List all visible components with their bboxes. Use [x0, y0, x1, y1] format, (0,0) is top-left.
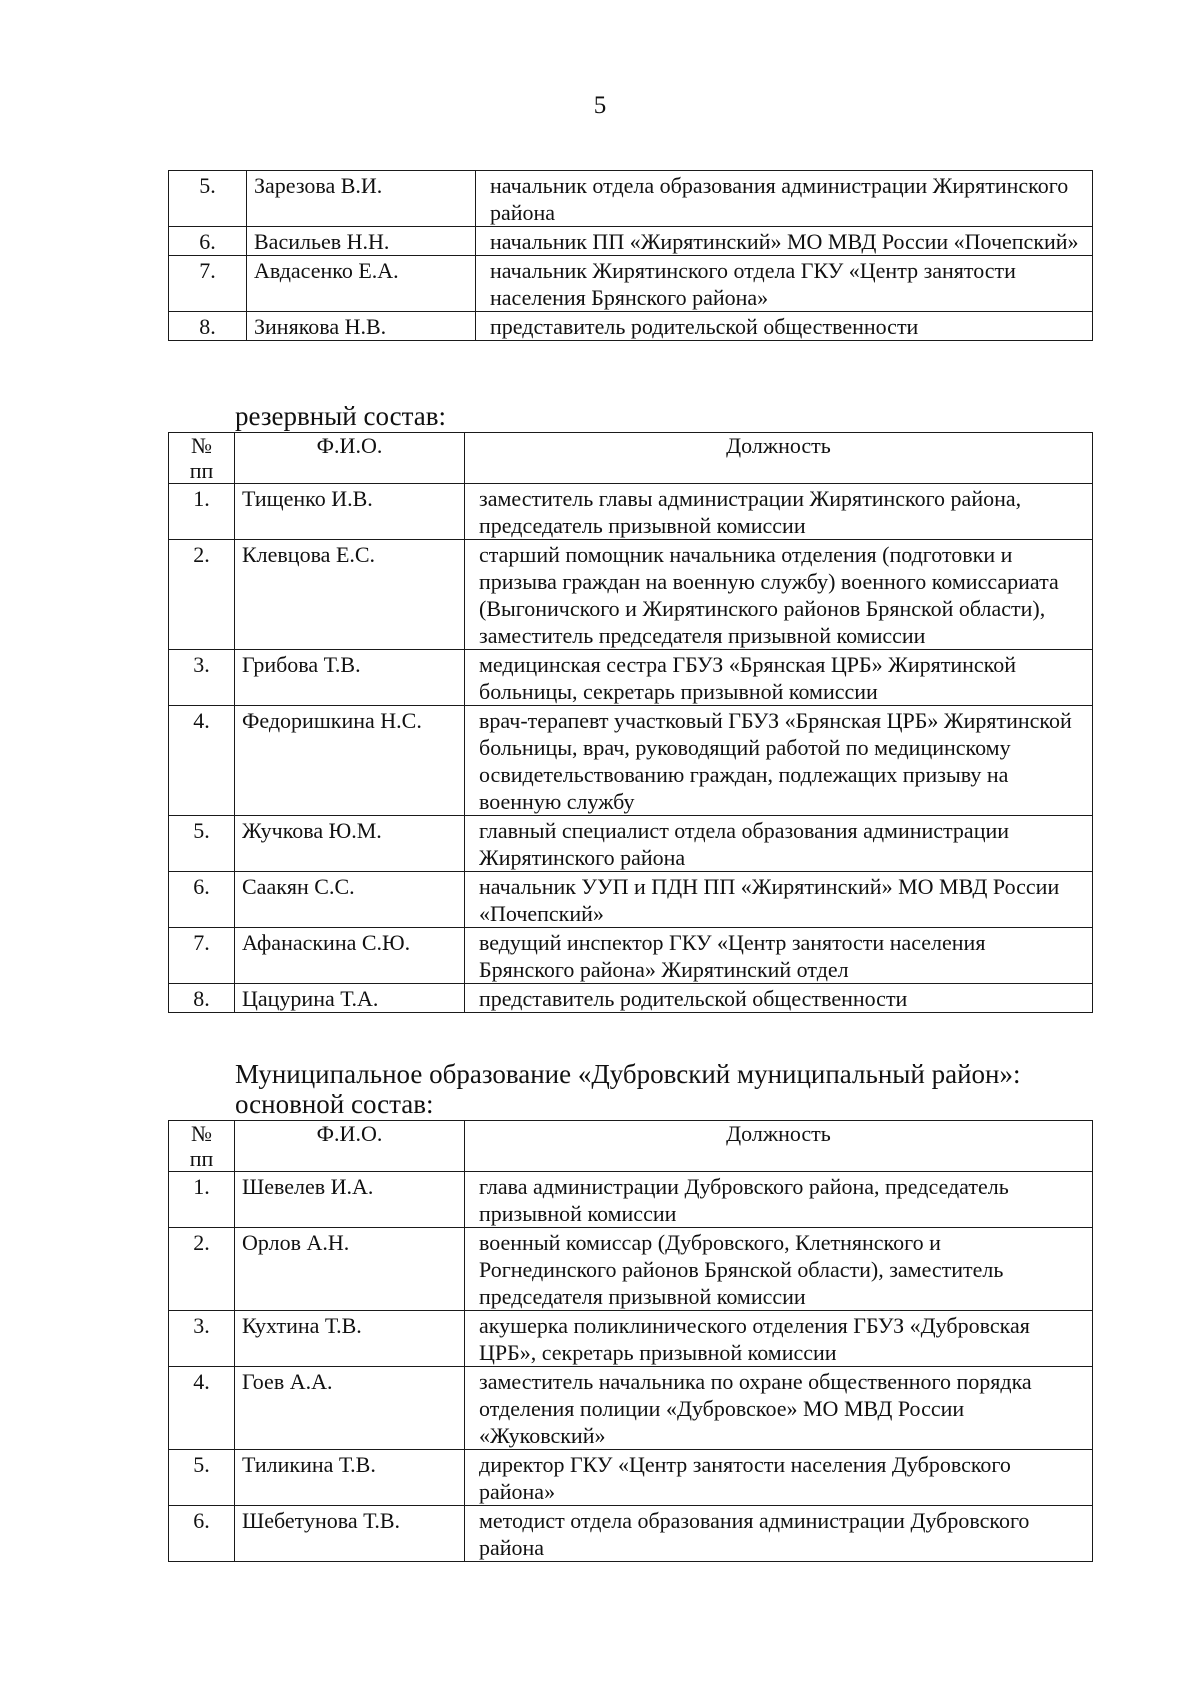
table-row	[169, 706, 1093, 816]
member-name: Тищенко И.В.	[235, 484, 465, 540]
row-number: 8.	[169, 312, 247, 341]
table-row	[169, 1506, 1093, 1562]
table-row	[169, 1450, 1093, 1506]
table-row	[169, 928, 1093, 984]
member-name: Шевелев И.А.	[235, 1172, 465, 1228]
member-name: Зарезова В.И.	[247, 171, 476, 227]
row-number: 5.	[169, 1450, 235, 1506]
member-position: заместитель начальника по охране общественного порядка отделения полиции «Дубровское» МО МВД России «Жуковский»	[465, 1367, 1093, 1450]
member-position: начальник ПП «Жирятинский» МО МВД России «Почепский»	[476, 227, 1093, 256]
member-name: Клевцова Е.С.	[235, 540, 465, 650]
member-position: глава администрации Дубровского района, председатель призывной комиссии	[465, 1172, 1093, 1228]
reserve-table-block	[168, 432, 1092, 1013]
reserve-heading: резервный состав:	[235, 401, 447, 431]
table-row	[169, 484, 1093, 540]
row-number: 6.	[169, 227, 247, 256]
member-position: старший помощник начальника отделения (подготовки и призыва граждан на военную службу) военного комиссариата (Выгоничского и Жирятинского районов Брянской области), заместитель председателя призывной комиссии	[465, 540, 1093, 650]
member-position: представитель родительской общественности	[476, 312, 1093, 341]
row-number: 3.	[169, 650, 235, 706]
member-name: Тиликина Т.В.	[235, 1450, 465, 1506]
table-row	[169, 1311, 1093, 1367]
main-members-table	[168, 1120, 1093, 1562]
member-position: медицинская сестра ГБУЗ «Брянская ЦРБ» Жирятинской больницы, секретарь призывной комиссии	[465, 650, 1093, 706]
row-number: 7.	[169, 928, 235, 984]
member-name: Васильев Н.Н.	[247, 227, 476, 256]
municipality-heading: Муниципальное образование «Дубровский муниципальный район»:	[235, 1059, 1021, 1089]
member-name: Саакян С.С.	[235, 872, 465, 928]
member-position: представитель родительской общественности	[465, 984, 1093, 1013]
table-row	[169, 227, 1093, 256]
table-continuation-block	[168, 170, 1092, 341]
row-number: 5.	[169, 816, 235, 872]
member-name: Жучкова Ю.М.	[235, 816, 465, 872]
row-number: 5.	[169, 171, 247, 227]
row-number: 6.	[169, 1506, 235, 1562]
row-number: 4.	[169, 706, 235, 816]
reserve-members-table	[168, 432, 1093, 1013]
member-position: начальник УУП и ПДН ПП «Жирятинский» МО МВД России «Почепский»	[465, 872, 1093, 928]
row-number: 1.	[169, 1172, 235, 1228]
member-position: акушерка поликлинического отделения ГБУЗ «Дубровская ЦРБ», секретарь призывной комиссии	[465, 1311, 1093, 1367]
table-row	[169, 650, 1093, 706]
table-header-row	[169, 1121, 1093, 1172]
header-num: № пп	[169, 1121, 235, 1172]
member-name: Цацурина Т.А.	[235, 984, 465, 1013]
table-row	[169, 1172, 1093, 1228]
member-position: методист отдела образования администрации Дубровского района	[465, 1506, 1093, 1562]
table-header-row	[169, 433, 1093, 484]
member-position: военный комиссар (Дубровского, Клетнянского и Рогнединского районов Брянской области), заместитель председателя призывной комиссии	[465, 1228, 1093, 1311]
members-table-continuation	[168, 170, 1093, 341]
member-name: Авдасенко Е.А.	[247, 256, 476, 312]
member-name: Шебетунова Т.В.	[235, 1506, 465, 1562]
row-number: 2.	[169, 540, 235, 650]
table-row	[169, 312, 1093, 341]
header-role: Должность	[465, 433, 1093, 484]
main-composition-heading: основной состав:	[235, 1089, 434, 1119]
page-number: 5	[593, 92, 607, 119]
table-row	[169, 816, 1093, 872]
member-position: начальник отдела образования администрации Жирятинского района	[476, 171, 1093, 227]
row-number: 2.	[169, 1228, 235, 1311]
table-row	[169, 872, 1093, 928]
member-position: начальник Жирятинского отдела ГКУ «Центр занятости населения Брянского района»	[476, 256, 1093, 312]
table-row	[169, 1367, 1093, 1450]
table-body	[169, 171, 1093, 341]
header-name: Ф.И.О.	[235, 433, 465, 484]
table-body	[169, 1172, 1093, 1562]
member-name: Грибова Т.В.	[235, 650, 465, 706]
table-row	[169, 540, 1093, 650]
row-number: 1.	[169, 484, 235, 540]
member-name: Зинякова Н.В.	[247, 312, 476, 341]
member-name: Федоришкина Н.С.	[235, 706, 465, 816]
header-name: Ф.И.О.	[235, 1121, 465, 1172]
table-row	[169, 171, 1093, 227]
member-position: заместитель главы администрации Жирятинского района, председатель призывной комиссии	[465, 484, 1093, 540]
row-number: 6.	[169, 872, 235, 928]
member-name: Гоев А.А.	[235, 1367, 465, 1450]
member-position: директор ГКУ «Центр занятости населения Дубровского района»	[465, 1450, 1093, 1506]
table-row	[169, 984, 1093, 1013]
member-position: ведущий инспектор ГКУ «Центр занятости населения Брянского района» Жирятинский отдел	[465, 928, 1093, 984]
member-position: главный специалист отдела образования администрации Жирятинского района	[465, 816, 1093, 872]
row-number: 4.	[169, 1367, 235, 1450]
member-name: Кухтина Т.В.	[235, 1311, 465, 1367]
member-name: Орлов А.Н.	[235, 1228, 465, 1311]
member-name: Афанаскина С.Ю.	[235, 928, 465, 984]
table-row	[169, 256, 1093, 312]
row-number: 3.	[169, 1311, 235, 1367]
row-number: 8.	[169, 984, 235, 1013]
main-table-block	[168, 1120, 1092, 1562]
table-body	[169, 484, 1093, 1013]
header-role: Должность	[465, 1121, 1093, 1172]
member-position: врач-терапевт участковый ГБУЗ «Брянская ЦРБ» Жирятинской больницы, врач, руководящий работой по медицинскому освидетельствованию граждан, подлежащих призыву на военную службу	[465, 706, 1093, 816]
header-num: № пп	[169, 433, 235, 484]
table-row	[169, 1228, 1093, 1311]
row-number: 7.	[169, 256, 247, 312]
